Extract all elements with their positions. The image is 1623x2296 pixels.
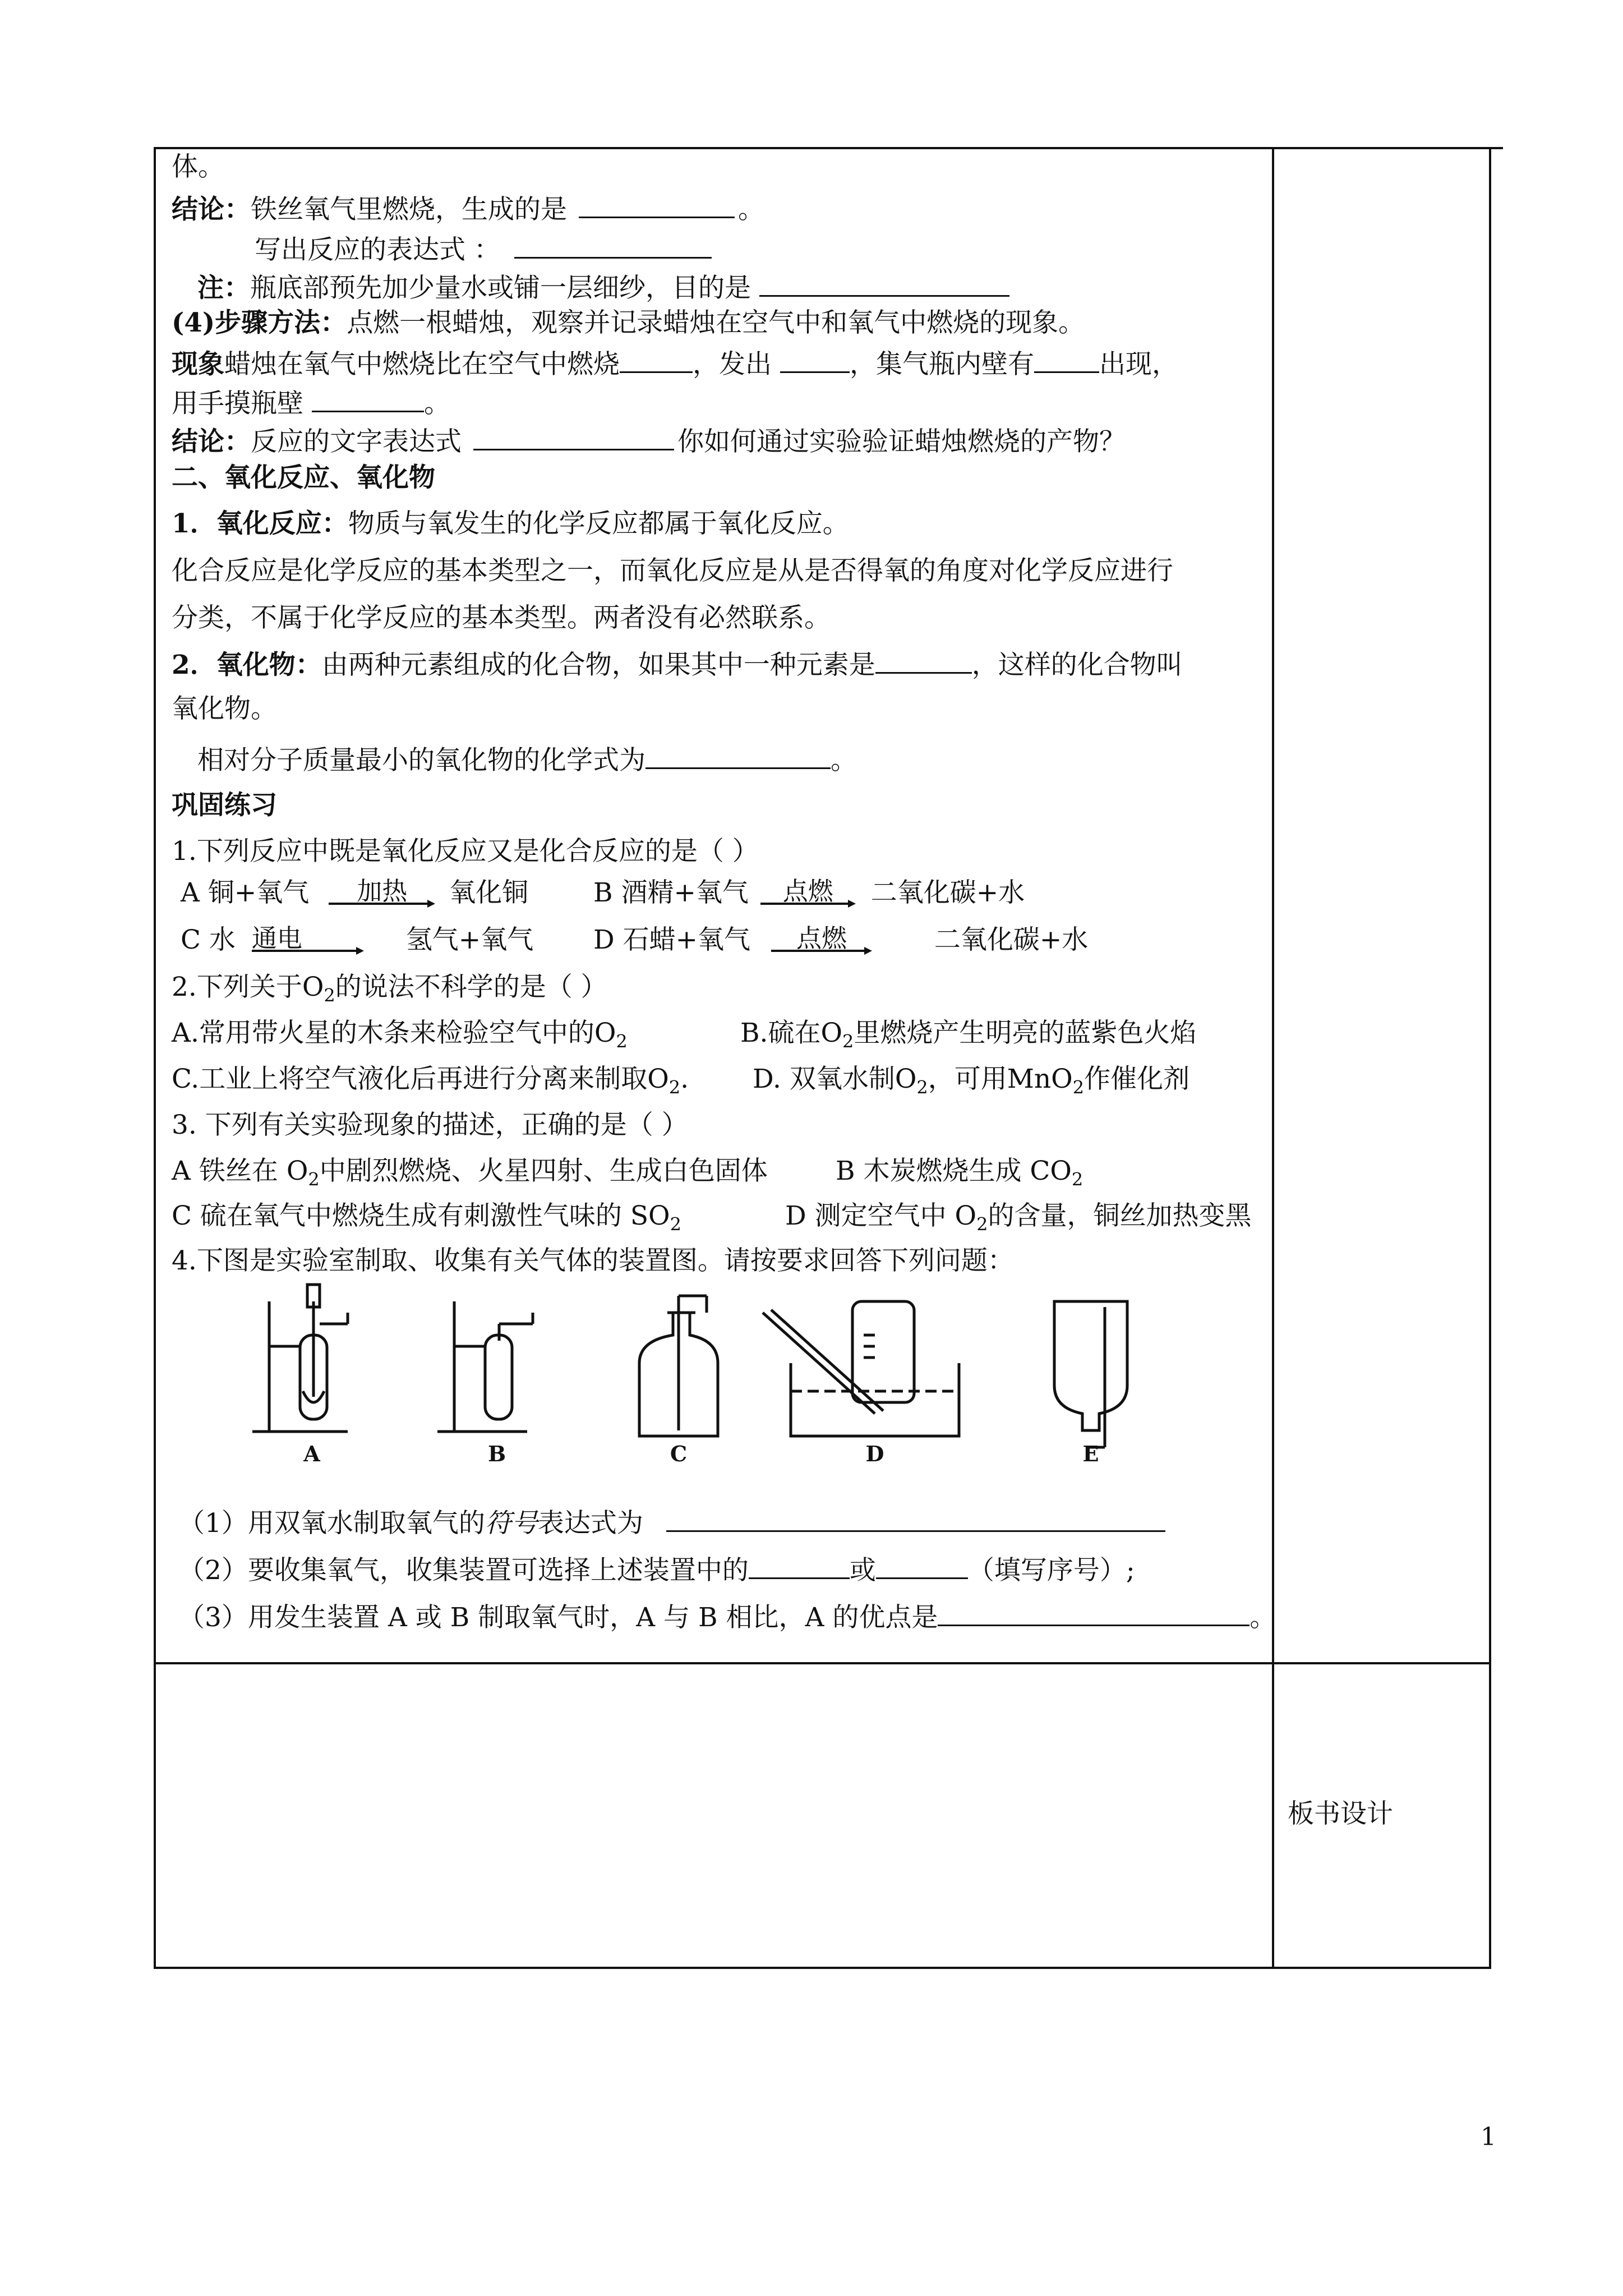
apparatus-a-icon [252,1285,348,1432]
apparatus-e-icon [1054,1301,1127,1447]
answer-blank[interactable] [579,190,735,218]
answer-blank[interactable] [759,268,1009,297]
q1-option-b[interactable]: B 酒精+氧气 点燃 二氧化碳+水 [593,876,1025,910]
q2-option-c[interactable]: C.工业上将空气液化后再进行分离来制取$O_2$. [172,1064,689,1098]
answer-blank[interactable] [875,645,972,674]
table-right-border [1489,147,1491,1969]
answer-blank[interactable] [312,384,424,412]
q1-option-a[interactable]: A 铜+氧气 加热 氧化铜 [181,876,528,910]
question-2: 2.下列关于$O_2$的说法不科学的是（ ） [172,972,607,1006]
conclusion-iron: 结论：铁丝氧气里燃烧，生成的是 。 [172,190,764,227]
q4-sub-3: （3）用发生装置 A 或 B 制取氧气时，A 与 B 相比，A 的优点是 。 [178,1598,1276,1635]
apparatus-label: C [670,1441,688,1466]
q3-option-a[interactable]: A 铁丝在 $O_2$中剧烈燃烧、火星四射、生成白色固体 [172,1156,768,1190]
apparatus-figure [247,1279,1200,1470]
answer-blank[interactable] [620,344,693,373]
oxidation-reaction-def: 1．氧化反应：物质与氧发生的化学反应都属于氧化反应。 [172,508,849,539]
answer-blank[interactable] [645,740,831,769]
board-design-label: 板书设计 [1288,1798,1393,1829]
answer-blank[interactable] [1034,344,1099,373]
phenomenon-line-2: 用手摸瓶壁 。 [172,384,450,421]
apparatus-label: E [1082,1441,1099,1466]
question-4: 4.下图是实验室制取、收集有关气体的装置图。请按要求回答下列问题： [172,1245,1014,1276]
table-left-border [154,147,156,1969]
paragraph-line: 氧化物。 [172,693,277,724]
apparatus-b-icon [437,1301,533,1432]
q1-option-c[interactable]: C 水 通电 氢气+氧气 [181,923,533,957]
answer-blank[interactable] [876,1550,968,1579]
answer-blank[interactable] [514,230,712,259]
step-method: (4)步骤方法：点燃一根蜡烛，观察并记录蜡烛在空气中和氧气中燃烧的现象。 [172,307,1085,338]
answer-blank[interactable] [780,344,850,373]
reaction-arrow: 通电 [252,923,364,957]
page-number: 1 [1481,2123,1496,2151]
apparatus-d-icon [763,1301,959,1436]
paragraph-line: 分类，不属于化学反应的基本类型。两者没有必然联系。 [172,602,831,633]
section-title-oxidation: 二、氧化反应、氧化物 [172,462,435,493]
answer-blank[interactable] [666,1503,1165,1532]
q3-option-d[interactable]: D 测定空气中 $O_2$的含量，铜丝加热变黑 [785,1200,1252,1235]
q4-sub-1: （1）用双氧水制取氧气的符号表达式为 [178,1503,1165,1540]
table-column-divider [1272,147,1274,1969]
apparatus-c-icon [639,1296,718,1436]
phenomenon-line: 现象蜡烛在氧气中燃烧比在空气中燃烧 ，发出 ，集气瓶内壁有 出现， [172,344,1178,381]
note-line: 注：瓶底部预先加少量水或铺一层细纱，目的是 [197,268,1009,305]
table-bottom-border [154,1967,1490,1969]
q3-option-b[interactable]: B 木炭燃烧生成 $CO_2$ [836,1156,1083,1190]
q2-option-d[interactable]: D. 双氧水制$O_2$，可用MnO$_2$作催化剂 [753,1064,1190,1098]
q2-option-b[interactable]: B.硫在$O_2$里燃烧产生明亮的蓝紫色火焰 [740,1018,1197,1052]
answer-blank[interactable] [473,422,674,450]
practice-title: 巩固练习 [172,790,277,821]
apparatus-label: D [865,1441,884,1466]
expression-line: 写出反应的表达式 ： [255,230,712,267]
apparatus-label: B [487,1441,506,1466]
reaction-arrow: 点燃 [771,923,872,957]
paragraph-line: 化合反应是化学反应的基本类型之一，而氧化反应是从是否得氧的角度对化学反应进行 [172,555,1173,586]
min-oxide-question: 相对分子质量最小的氧化物的化学式为 。 [197,740,857,777]
text-line: 体。 [172,151,224,182]
apparatus-label: A [303,1441,320,1466]
table-row-divider [154,1662,1490,1664]
reaction-arrow: 点燃 [760,876,856,910]
q4-sub-2: （2）要收集氧气，收集装置可选择上述装置中的 或 （填写序号）; [178,1550,1135,1588]
answer-blank[interactable] [749,1550,850,1579]
oxide-def: 2．氧化物：由两种元素组成的化合物，如果其中一种元素是 ，这样的化合物叫 [172,645,1183,682]
reaction-arrow: 加热 [329,876,435,910]
q3-option-c[interactable]: C 硫在氧气中燃烧生成有刺激性气味的 $SO_2$ [172,1200,681,1235]
answer-blank[interactable] [938,1598,1249,1626]
question-3: 3. 下列有关实验现象的描述，正确的是（ ） [172,1110,688,1140]
question-1: 1.下列反应中既是氧化反应又是化合反应的是（ ） [172,836,759,867]
conclusion-candle: 结论：反应的文字表达式 你如何通过实验验证蜡烛燃烧的产物？ [172,422,1126,459]
q1-option-d[interactable]: D 石蜡+氧气 点燃 二氧化碳+水 [593,923,1088,957]
q2-option-a[interactable]: A.常用带火星的木条来检验空气中的$O_2$ [172,1018,628,1052]
table-top-border [154,147,1503,149]
